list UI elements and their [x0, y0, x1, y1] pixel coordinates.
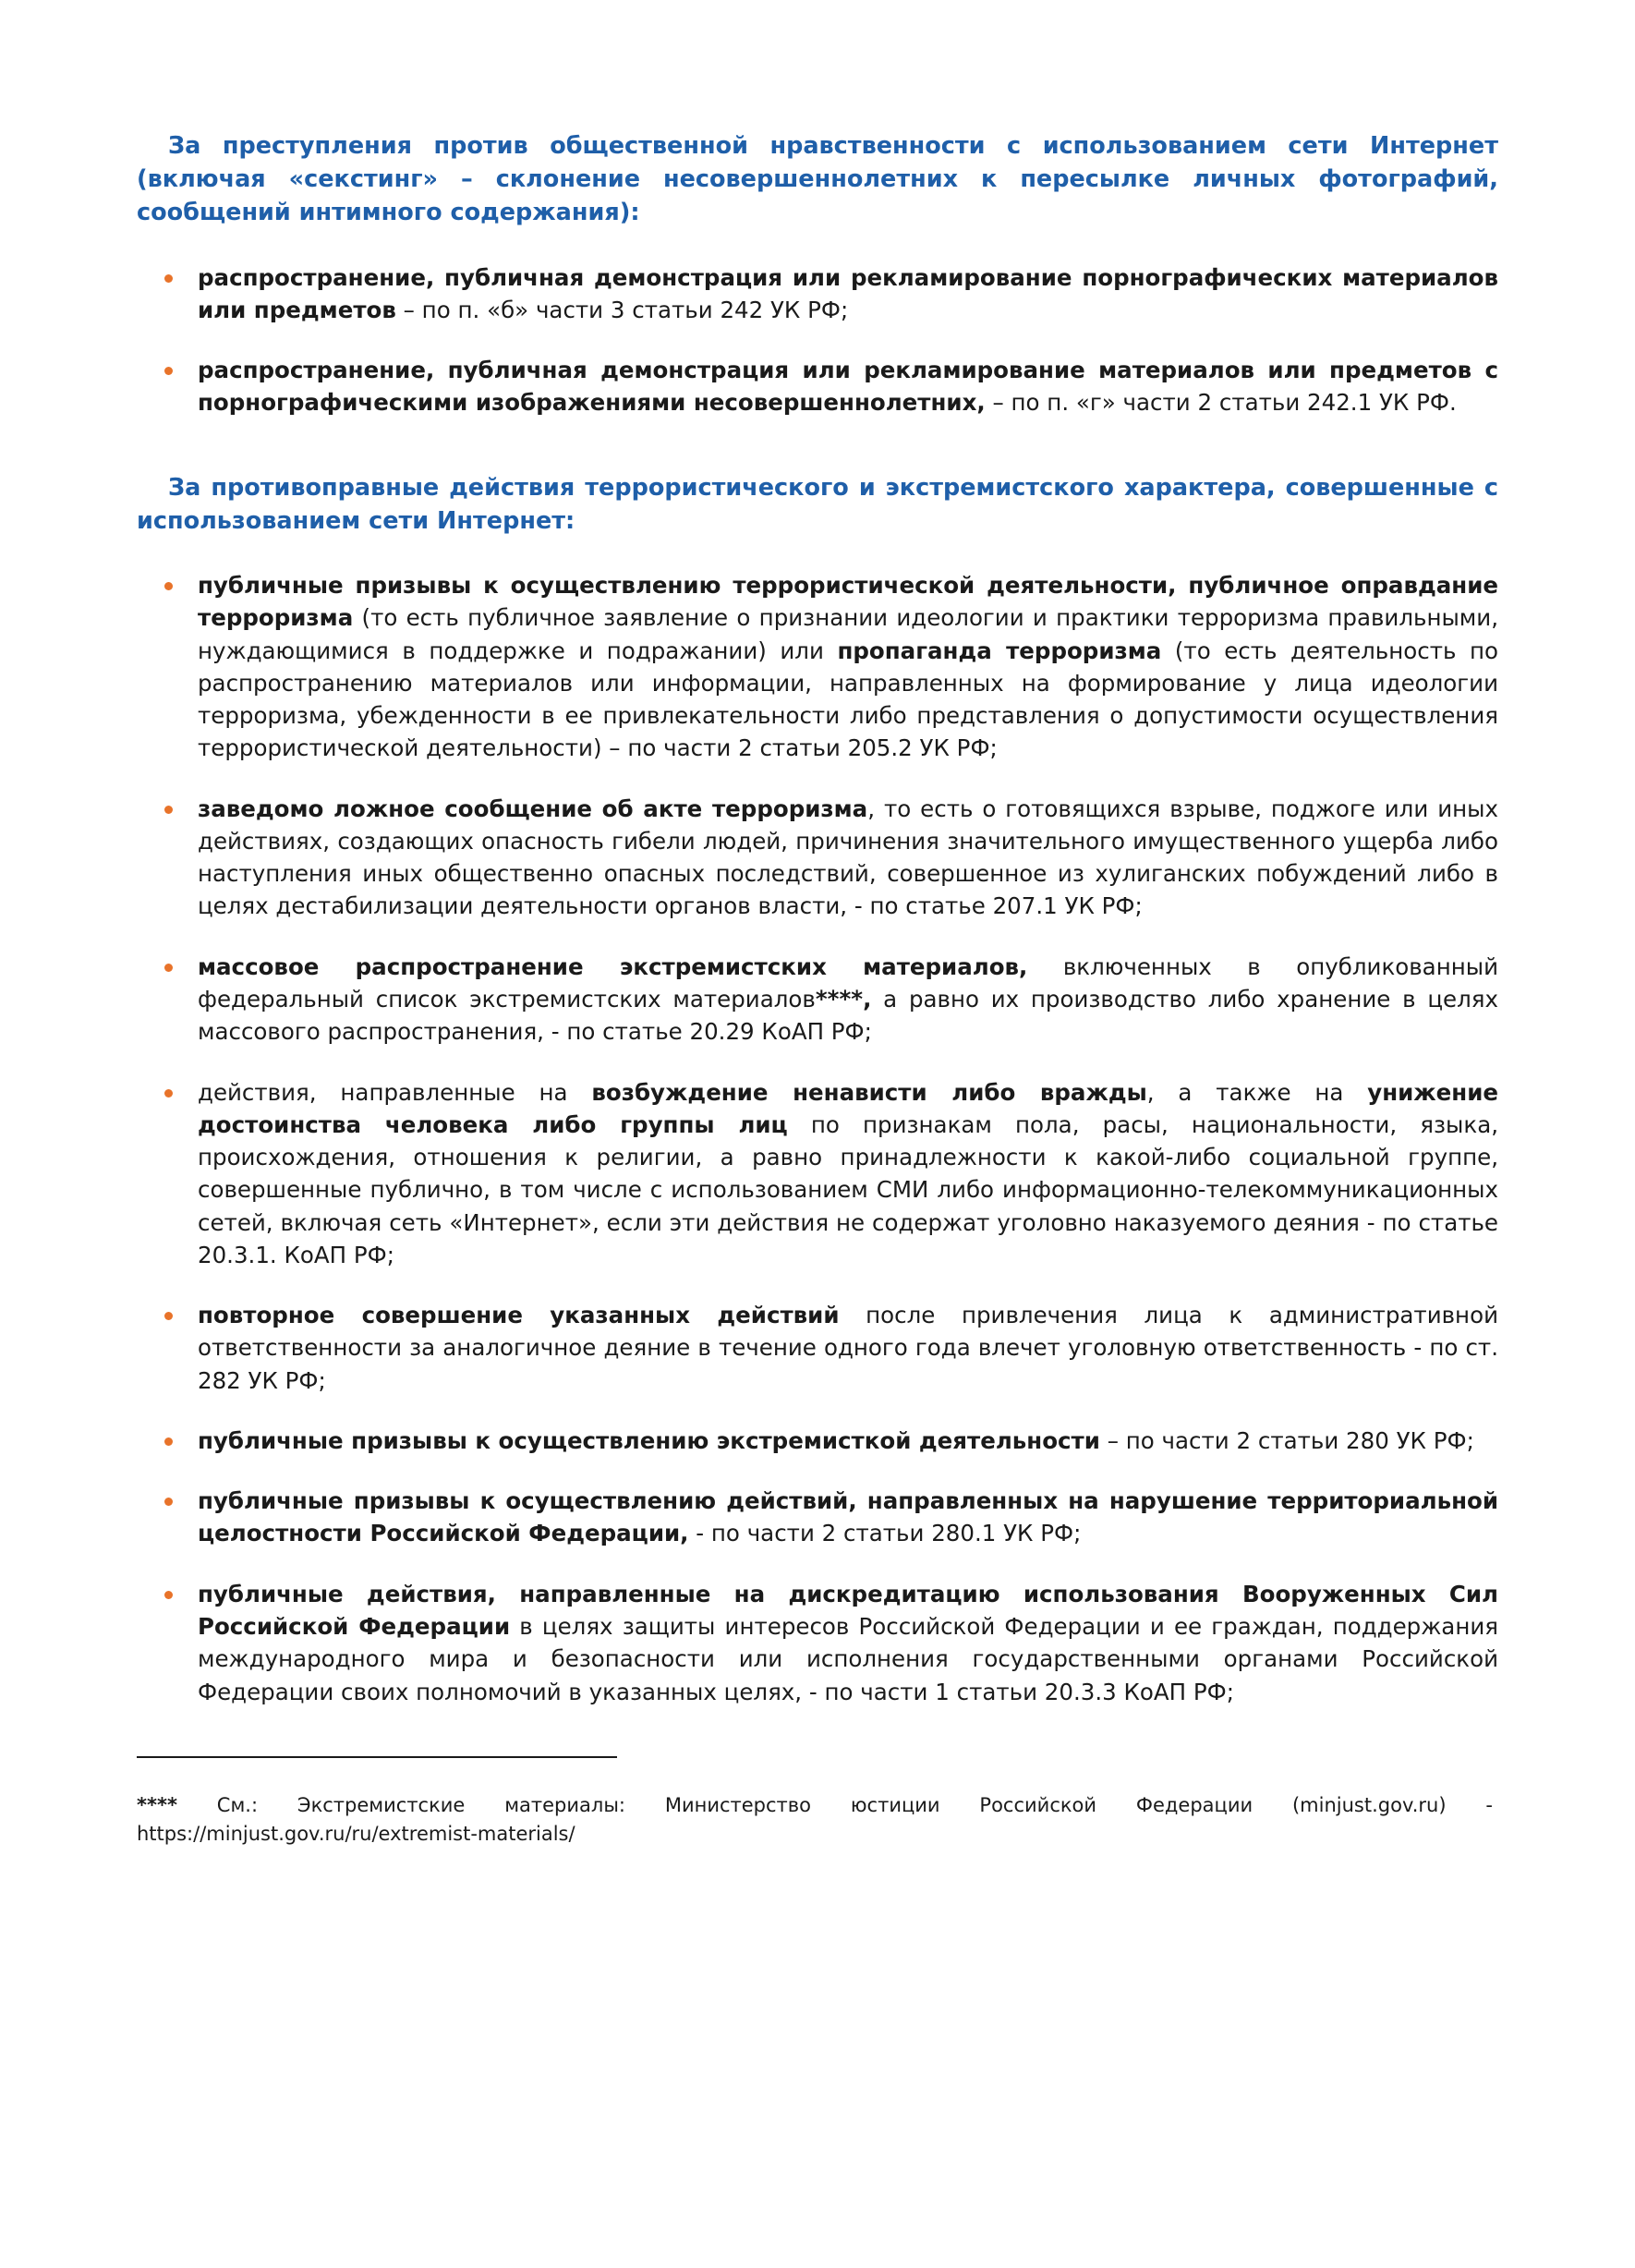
list-item-bold-lead: публичные действия, направленные на дискредитацию использования Вооруженных Сил Российской Федерации	[198, 1580, 1498, 1640]
list-item-text: – по части 2 статьи 280 УК РФ;	[1099, 1426, 1474, 1454]
list-item	[137, 1578, 1498, 1708]
list-item-bold-mid: пропаганда терроризма	[837, 637, 1162, 664]
list-item	[137, 1299, 1498, 1397]
list-item-text: (то есть публичное заявление о признании идеологии и практики терроризма правильными, нуждающимися в поддержке и подражании) или	[198, 604, 1498, 664]
list-item-bold-lead: публичные призывы к осуществлению действий, направленных на нарушение территориальной целостности Российской Федерации,	[198, 1487, 1498, 1547]
list-item-text: – по п. «б» части 3 статьи 242 УК РФ;	[395, 296, 849, 323]
list-item-bold-lead: заведомо ложное сообщение об акте терроризма	[198, 794, 868, 822]
list-item-text-tail: по признакам пола, расы, национальности, языка, происхождения, отношения к религии, а равно принадлежности к какой-либо социальной группе, совершенные публично, в том числе с использованием СМИ либо информационно-телекоммуникационных сетей, включая сеть «Интернет», если эти действия не содержат уголовно наказуемого деяния - по статье 20.3.1. КоАП РФ;	[198, 1110, 1499, 1268]
list-item-bold-lead: массовое распространение экстремистских материалов,	[198, 952, 1028, 980]
list-item-text: включенных в опубликованный федеральный список экстремистских материалов	[198, 952, 1498, 1013]
list-terrorism-offenses	[137, 569, 1498, 1708]
list-item-bold-lead: публичные призывы к осуществлению террористической деятельности, публичное оправдание терроризма	[198, 572, 1498, 632]
list-item-bold-mid-2: унижение достоинства человека либо группы лиц	[198, 1078, 1499, 1138]
footnote-marker-inline: ****,	[815, 986, 872, 1013]
footnote	[137, 1791, 1498, 1850]
list-item-text: после привлечения лица к административной ответственности за аналогичное деяние в течение одного года влечет уголовную ответственность - по ст. 282 УК РФ;	[198, 1302, 1498, 1394]
list-item-text-tail: а равно их производство либо хранение в целях массового распространения, - по статье 20.29 КоАП РФ;	[198, 986, 1498, 1046]
footnote-marker: ****	[137, 1793, 177, 1816]
footnote-text: См.: Экстремистские материалы: Министерство юстиции Российской Федерации (minjust.gov.ru) - https://minjust.gov.ru/ru/extremist-materials/	[137, 1793, 1493, 1846]
list-item	[137, 1425, 1498, 1457]
list-item-bold-mid: возбуждение ненависти либо вражды	[591, 1078, 1147, 1106]
list-item-text: в целях защиты интересов Российской Федерации и ее граждан, поддержания международного мира и безопасности или исполнения государственными органами Российской Федерации своих полномочий в указанных целях, - по части 1 статьи 20.3.3 КоАП РФ;	[198, 1612, 1498, 1705]
list-item-bold-lead: повторное совершение указанных действий	[198, 1302, 840, 1329]
list-item-bold-lead: публичные призывы к осуществлению экстремисткой деятельности	[198, 1426, 1100, 1454]
list-item	[137, 1485, 1498, 1550]
list-item-bold-lead: распространение, публичная демонстрация или рекламирование материалов или предметов с порнографическими изображениями несовершеннолетних,	[198, 357, 1498, 417]
section-heading-terrorism: За противоправные действия террористического и экстремистского характера, совершенные с использованием сети Интернет:	[137, 473, 1498, 535]
list-item-text: , то есть о готовящихся взрыве, поджоге или иных действиях, создающих опасность гибели людей, причинения значительного имущественного ущерба либо наступления иных общественно опасных последствий, совершенное из хулиганских побуждений либо в целях дестабилизации деятельности органов власти, - по статье 207.1 УК РФ;	[198, 794, 1498, 920]
list-item	[137, 793, 1498, 923]
list-item	[137, 261, 1498, 327]
footnote-separator	[137, 1756, 617, 1758]
list-item	[137, 354, 1498, 419]
list-item-text-lead: действия, направленные на	[198, 1078, 592, 1106]
list-item	[137, 951, 1498, 1049]
list-item-text-tail: (то есть деятельность по распространению материалов или информации, направленных на формирование у лица идеологии терроризма, убежденности в ее привлекательности либо представления о допустимости осуществления террористической деятельности) – по части 2 статьи 205.2 УК РФ;	[198, 637, 1498, 762]
list-morality-offenses	[137, 261, 1498, 419]
list-item	[137, 1076, 1498, 1272]
section-heading-morality: За преступления против общественной нравственности с использованием сети Интернет (включая «секстинг» – склонение несовершеннолетних к пересылке личных фотографий, сообщений интимного содержания):	[137, 132, 1498, 227]
list-item-text: – по п. «г» части 2 статьи 242.1 УК РФ.	[985, 389, 1457, 417]
list-item	[137, 569, 1498, 765]
list-item-text: - по части 2 статьи 280.1 УК РФ;	[688, 1520, 1082, 1547]
list-item-text: , а также на	[1146, 1078, 1368, 1106]
list-item-bold-lead: распространение, публичная демонстрация или рекламирование порнографических материалов или предметов	[198, 263, 1498, 323]
